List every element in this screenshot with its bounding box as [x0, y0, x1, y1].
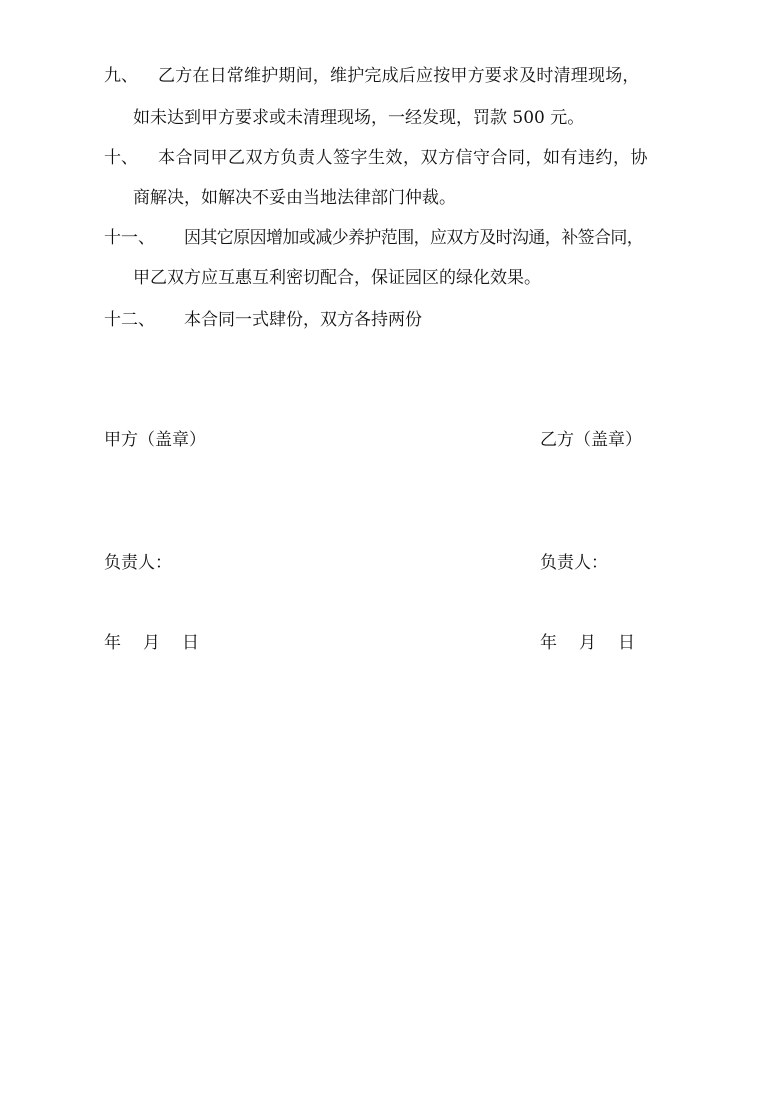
date-month-label: 月: [579, 633, 596, 653]
clause-number: 十二、: [104, 310, 155, 330]
clause-text-line: 乙方在日常维护期间，维护完成后应按甲方要求及时清理现场，: [158, 66, 640, 86]
date-day-label: 日: [182, 633, 199, 653]
party-a-seal-label: 甲方（盖章）: [104, 430, 206, 450]
clause-text-line: 甲乙双方应互惠互利密切配合，保证园区的绿化效果。: [133, 268, 541, 288]
date-year-label: 年: [104, 633, 121, 653]
clause-text-line: 因其它原因增加或减少养护范围，应双方及时沟通，补签合同，: [184, 228, 644, 248]
party-a-date: [104, 633, 199, 653]
clause-number: 十一、: [104, 228, 155, 248]
date-year-label: 年: [540, 633, 557, 653]
clause-number: 十、: [104, 148, 138, 168]
clause-text-line: 如未达到甲方要求或未清理现场，一经发现，罚款 500 元。: [133, 108, 585, 128]
date-day-label: 日: [618, 633, 635, 653]
clause-text-line: 本合同甲乙双方负责人签字生效，双方信守合同，如有违约，协: [158, 148, 648, 168]
clause-text-line: 本合同一式肆份，双方各持两份: [184, 310, 422, 330]
clause-text-line: 商解决，如解决不妥由当地法律部门仲裁。: [133, 188, 456, 208]
party-b-date: [540, 633, 635, 653]
date-month-label: 月: [143, 633, 160, 653]
party-b-seal-label: 乙方（盖章）: [540, 430, 642, 450]
party-a-person-label: 负责人：: [104, 553, 172, 573]
party-b-person-label: 负责人：: [540, 553, 608, 573]
clause-number: 九、: [104, 66, 138, 86]
